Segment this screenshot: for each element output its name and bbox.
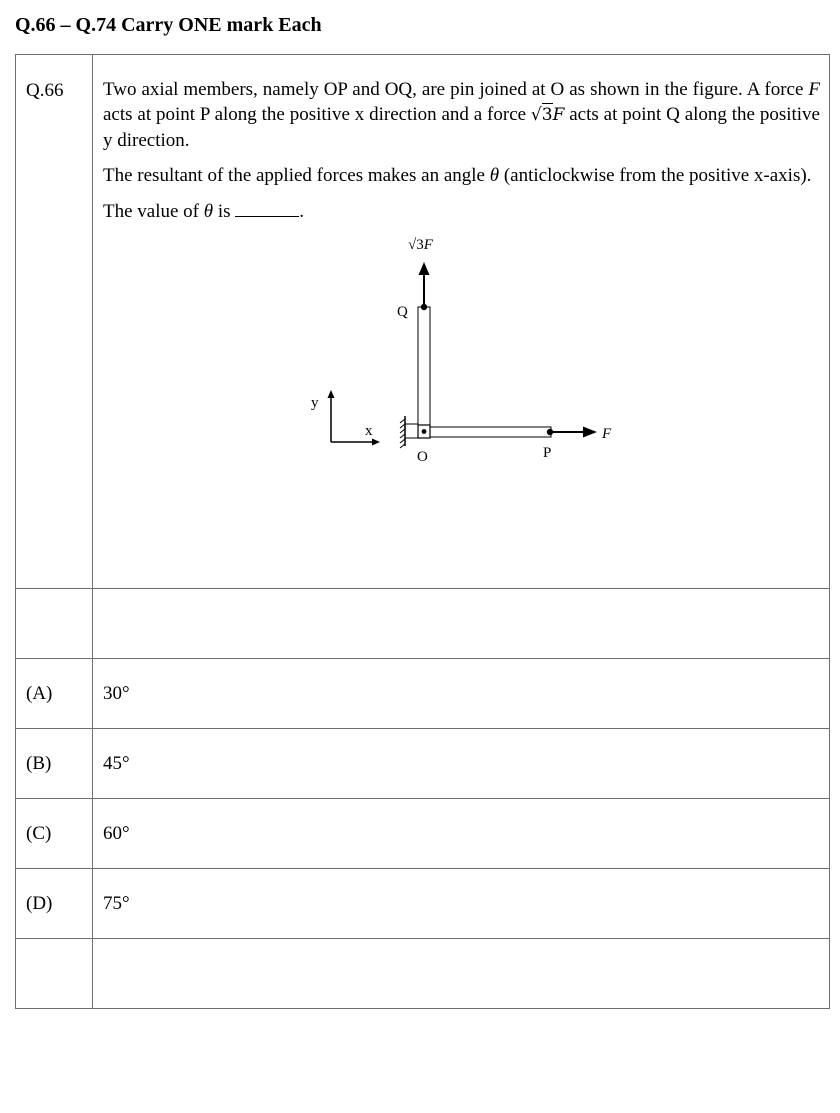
question-row bbox=[16, 55, 830, 589]
force-symbol: F bbox=[808, 79, 820, 100]
empty-cell bbox=[16, 589, 93, 659]
option-row-d[interactable] bbox=[16, 869, 830, 939]
option-text-c: 60° bbox=[103, 823, 130, 844]
question-body bbox=[93, 55, 829, 224]
label-point-o: O bbox=[417, 449, 428, 465]
force-q-arrowhead bbox=[419, 262, 430, 275]
force-diagram bbox=[93, 224, 829, 509]
empty-cell bbox=[93, 939, 830, 1009]
question-number-cell bbox=[16, 55, 93, 589]
force-q-label bbox=[408, 237, 434, 253]
option-label-b: (B) bbox=[26, 753, 52, 774]
coordinate-axes bbox=[311, 390, 380, 446]
force-p-label: F bbox=[602, 426, 612, 442]
empty-row bbox=[16, 589, 830, 659]
question-paragraph-1 bbox=[103, 77, 820, 153]
answer-blank bbox=[235, 198, 299, 217]
question-number: Q.66 bbox=[26, 80, 64, 101]
option-label-a: (A) bbox=[26, 683, 53, 704]
y-axis-arrowhead bbox=[328, 390, 335, 398]
option-label-d: (D) bbox=[26, 893, 53, 914]
sqrt-radical: √ bbox=[530, 105, 542, 125]
question-text-2a: The resultant of the applied forces makes an angle bbox=[103, 165, 490, 186]
question-text-2b: (anticlockwise from the positive x-axis). bbox=[499, 165, 812, 186]
figure-container bbox=[93, 224, 829, 509]
question-table bbox=[15, 54, 830, 1009]
force-q-label-prefix: √3 bbox=[408, 237, 424, 253]
question-text-3c: . bbox=[299, 201, 305, 222]
option-text-b: 45° bbox=[103, 753, 130, 774]
option-label-cell bbox=[16, 729, 93, 799]
member-op bbox=[418, 427, 551, 437]
pin-joint-o-dot bbox=[422, 429, 427, 434]
label-point-q: Q bbox=[397, 304, 408, 320]
x-axis-arrowhead bbox=[372, 439, 380, 446]
member-oq bbox=[418, 307, 430, 429]
option-text-cell bbox=[93, 729, 830, 799]
label-point-p: P bbox=[543, 445, 552, 461]
option-label-cell bbox=[16, 799, 93, 869]
option-row-b[interactable] bbox=[16, 729, 830, 799]
option-row-c[interactable] bbox=[16, 799, 830, 869]
question-text-1a: Two axial members, namely OP and OQ, are pin joined at O as shown in the figure. A force bbox=[103, 79, 809, 100]
question-text-3a: The value of bbox=[103, 201, 204, 222]
force-p-arrowhead bbox=[583, 427, 597, 438]
theta-symbol-2: θ bbox=[203, 201, 214, 222]
option-label-c: (C) bbox=[26, 823, 52, 844]
axis-label-x: x bbox=[365, 423, 373, 439]
option-row-a[interactable] bbox=[16, 659, 830, 729]
axis-label-y: y bbox=[311, 395, 319, 411]
question-text-1c: acts at point Q along the positive y direction. bbox=[103, 104, 820, 151]
wall-support bbox=[400, 416, 419, 448]
question-paragraph-2 bbox=[103, 163, 820, 188]
question-text-1b: acts at point P along the positive x direction and a force bbox=[103, 104, 531, 125]
question-body-cell bbox=[93, 55, 830, 589]
option-text-cell bbox=[93, 869, 830, 939]
question-text-3b: is bbox=[213, 201, 236, 222]
empty-cell bbox=[93, 589, 830, 659]
force-q-label-symbol: F bbox=[423, 237, 433, 253]
option-label-cell bbox=[16, 659, 93, 729]
empty-row bbox=[16, 939, 830, 1009]
option-text-a: 30° bbox=[103, 683, 130, 704]
option-text-cell bbox=[93, 799, 830, 869]
sqrt-force-symbol: F bbox=[552, 105, 565, 125]
sqrt-argument: 3 bbox=[541, 105, 553, 125]
option-text-d: 75° bbox=[103, 893, 130, 914]
option-label-cell bbox=[16, 869, 93, 939]
section-heading: Q.66 – Q.74 Carry ONE mark Each bbox=[15, 14, 322, 36]
option-text-cell bbox=[93, 659, 830, 729]
sqrt-three-f bbox=[531, 103, 564, 125]
question-paragraph-3 bbox=[103, 198, 820, 224]
theta-symbol: θ bbox=[489, 165, 500, 186]
empty-cell bbox=[16, 939, 93, 1009]
